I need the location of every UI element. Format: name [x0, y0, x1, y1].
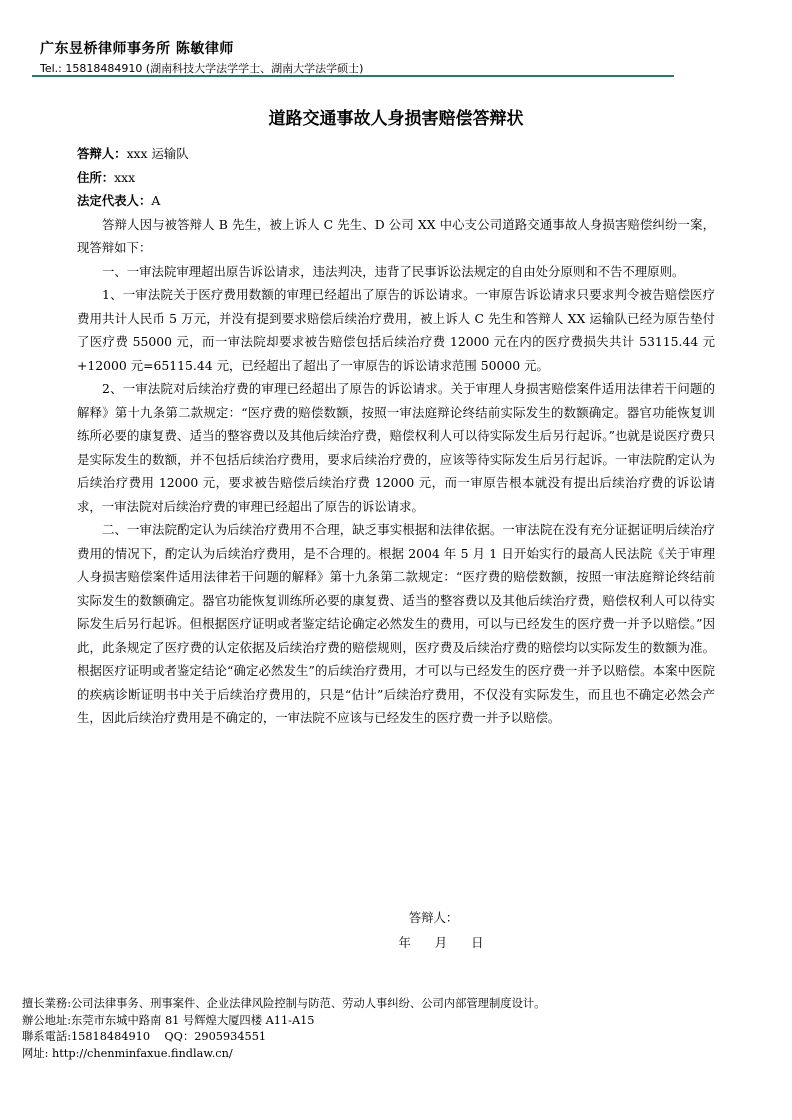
address-value: xxx: [114, 169, 136, 185]
legal-rep-value: A: [151, 193, 161, 208]
lawyer-contact: Tel.: 15818484910 (湖南科技大学法学学士、湖南大学法学硕士): [40, 62, 364, 75]
point-one-paragraph: 1、一审法院关于医疗费用数额的审理已经超出了原告的诉讼请求。一审原告诉讼请求只要求判令被告赔偿医疗费用共计人民币 5 万元，并没有提到要求赔偿后续治疗费用，被上诉人 C 先生和答辩人 XX 运输队已经为原告垫付了医疗费 55000 元，而一审法院却要求被告赔偿包括后续治疗费 12000 元在内的医疗费损失共计 53115.44 元+12000 元=65115.44 元，已经超出了超出了一审原告的诉讼请求范围 50000 元。: [77, 287, 715, 373]
point-two-paragraph: 2、一审法院对后续治疗费的审理已经超出了原告的诉讼请求。关于审理人身损害赔偿案件适用法律若干问题的解释》第十九条第二款规定：“医疗费的赔偿数额，按照一审法庭辩论终结前实际发生的数额确定。器官功能恢复训练所必要的康复费、适当的整容费以及其他后续治疗费，赔偿权利人可以待实际发生后另行起诉。”也就是说医疗费只是实际发生的数额，并不包括后续治疗费用，要求后续治疗费的，应该等待实际发生后另行起诉。一审法院酌定认为后续治疗费用 12000 元，要求被告赔偿后续治疗费 12000 元，而一审原告根本就没有提出后续治疗费的诉讼请求，一审法院对后续治疗费的审理已经超出了原告的诉讼请求。: [77, 381, 715, 514]
signer-label: 答辩人：: [408, 910, 459, 925]
section-one-heading: 一、一审法院审理超出原告诉讼请求，违法判决，违背了民事诉讼法规定的自由处分原则和不告不理原则。: [102, 263, 685, 279]
footer: [22, 996, 545, 1062]
respondent-value: xxx 运输队: [126, 146, 189, 161]
document-body: [77, 142, 715, 730]
firm-name: 广东昱桥律师事务所 陈敏律师: [40, 41, 234, 57]
address-label: 住所：: [77, 169, 115, 185]
signature-date: 年 月 日: [398, 935, 484, 950]
footer-address: 辦公地址:东莞市东城中路南 81 号辉煌大厦四楼 A11-A15: [22, 1013, 315, 1027]
document-title: 道路交通事故人身损害赔偿答辩状: [268, 109, 524, 129]
legal-rep-label: 法定代表人：: [77, 193, 152, 208]
respondent-line: [77, 142, 715, 166]
footer-services: 擅长業務:公司法律事务、刑事案件、企业法律风险控制与防范、劳动人事纠纷、公司内部管理制度设计。: [22, 997, 546, 1010]
respondent-label: 答辩人：: [77, 146, 127, 161]
legal-rep-line: [77, 189, 715, 213]
header-divider: [32, 75, 674, 77]
intro-paragraph: 答辩人因与被答辩人 B 先生，被上诉人 C 先生、D 公司 XX 中心支公司道路交通事故人身损害赔偿纠纷一案，现答辩如下：: [77, 216, 715, 255]
section-two-paragraph: 二、一审法院酌定认为后续治疗费用不合理，缺乏事实根据和法律依据。一审法院在没有充分证据证明后续治疗费用的情况下，酌定认为后续治疗费用，是不合理的。根据 2004 年 5 月 1 日开始实行的最高人民法院《关于审理人身损害赔偿案件适用法律若干问题的解释》第十九条第二款规定：“医疗费的赔偿数额，按照一审法庭辩论终结前实际发生的数额确定。器官功能恢复训练所必要的康复费、适当的整容费以及其他后续治疗费，赔偿权利人可以待实际发生后另行起诉。但根据医疗证明或者鉴定结论确定必然发生的费用，可以与已经发生的医疗费一并予以赔偿。”因此，此条规定了医疗费的认定依据及后续治疗费的赔偿规则，医疗费及后续治疗费的赔偿均以实际发生的数额为准。根据医疗证明或者鉴定结论“确定必然发生”的后续治疗费用，才可以与已经发生的医疗费一并予以赔偿。本案中医院的疾病诊断证明书中关于后续治疗费用的，只是“估计”后续治疗费用，不仅没有实际发生，而且也不确定必然会产生，因此后续治疗费用是不确定的，一审法院不应该与已经发生的医疗费一并予以赔偿。: [77, 522, 715, 725]
footer-website: 网址: http://chenminfaxue.findlaw.cn/: [22, 1046, 233, 1060]
address-line: [77, 166, 715, 190]
footer-phone: 聯系電話:15818484910 QQ：2905934551: [22, 1030, 267, 1043]
